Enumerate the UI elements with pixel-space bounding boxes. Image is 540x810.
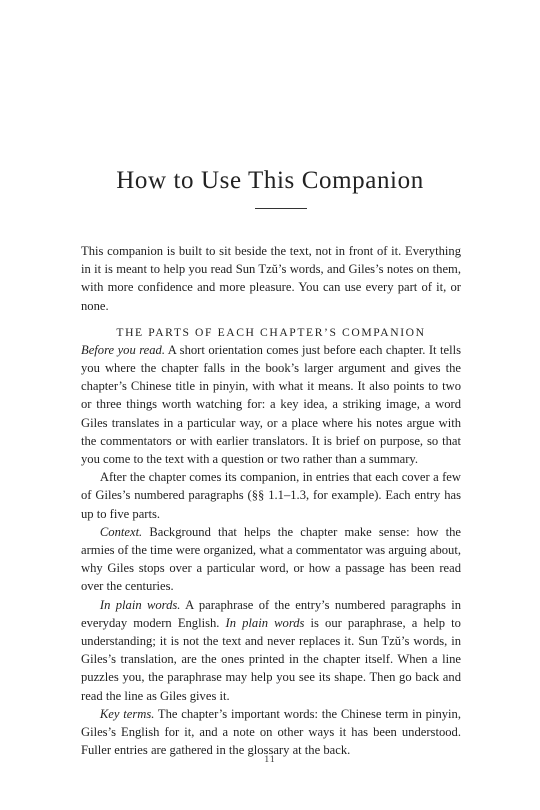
context-paragraph: [81, 523, 461, 596]
intro-paragraph: This companion is built to sit beside the text, not in front of it. Everything in it is meant to help you read Sun Tzŭ’s words, and Giles’s notes on them, with more confidence and more pleasure. You can use every part of it, or none.: [81, 244, 461, 313]
plain-words-paragraph: [81, 596, 461, 705]
page-body: [81, 242, 461, 759]
page-title: How to Use This Companion: [116, 167, 424, 194]
key-terms-paragraph: [81, 705, 461, 760]
plain-words-lead: In plain words.: [99, 597, 181, 612]
key-terms-text: The chapter’s important words: the Chinese term in pinyin, Giles’s English for it, and a note on other ways it has been understood. Fuller entries are gathered in the glossary at the back.: [81, 706, 461, 758]
context-text: Background that helps the chapter make sense: how the armies of the time were organized, what a commentator was arguing about, why Giles stops over a particular word, or how a passage has been read over the centuries.: [81, 524, 461, 594]
key-terms-lead: Key terms.: [99, 706, 155, 721]
context-lead: Context.: [99, 524, 143, 539]
title-rule: [255, 208, 307, 209]
plain-words-text-2: is our paraphrase, a help to understanding; it is not the text and never replaces it. Sun Tzŭ’s words, in Giles’s translation, are the ones printed in the chapter itself. When a line puzzles you, the paraphrase may help you see its shape. Then go back and read the line as Giles gives it.: [81, 615, 461, 703]
page-number: 11: [264, 755, 276, 765]
before-you-read-paragraph: [81, 341, 461, 468]
plain-words-text-1: A paraphrase of the entry’s numbered paragraphs in everyday modern English.: [81, 597, 461, 630]
before-you-read-lead: Before you read.: [81, 342, 166, 357]
after-chapter-paragraph: After the chapter comes its companion, in entries that each cover a few of Giles’s numbered paragraphs (§§ 1.1–1.3, for example). Each entry has up to five parts.: [81, 470, 461, 521]
before-you-read-text: A short orientation comes just before each chapter. It tells you where the chapter falls in the book’s larger argument and gives the chapter’s Chinese title in pinyin, with what it means. It also points to two or three things worth watching for: a key idea, a striking image, a word Giles translates in a particular way, or a place where his notes argue with the commentators or with earlier translators. It is brief on purpose, so that you come to the text with a question or two rather than a summary.: [81, 342, 462, 467]
plain-words-inline-term: In plain words: [225, 615, 305, 630]
section-heading: THE PARTS OF EACH CHAPTER’S COMPANION: [116, 325, 426, 339]
